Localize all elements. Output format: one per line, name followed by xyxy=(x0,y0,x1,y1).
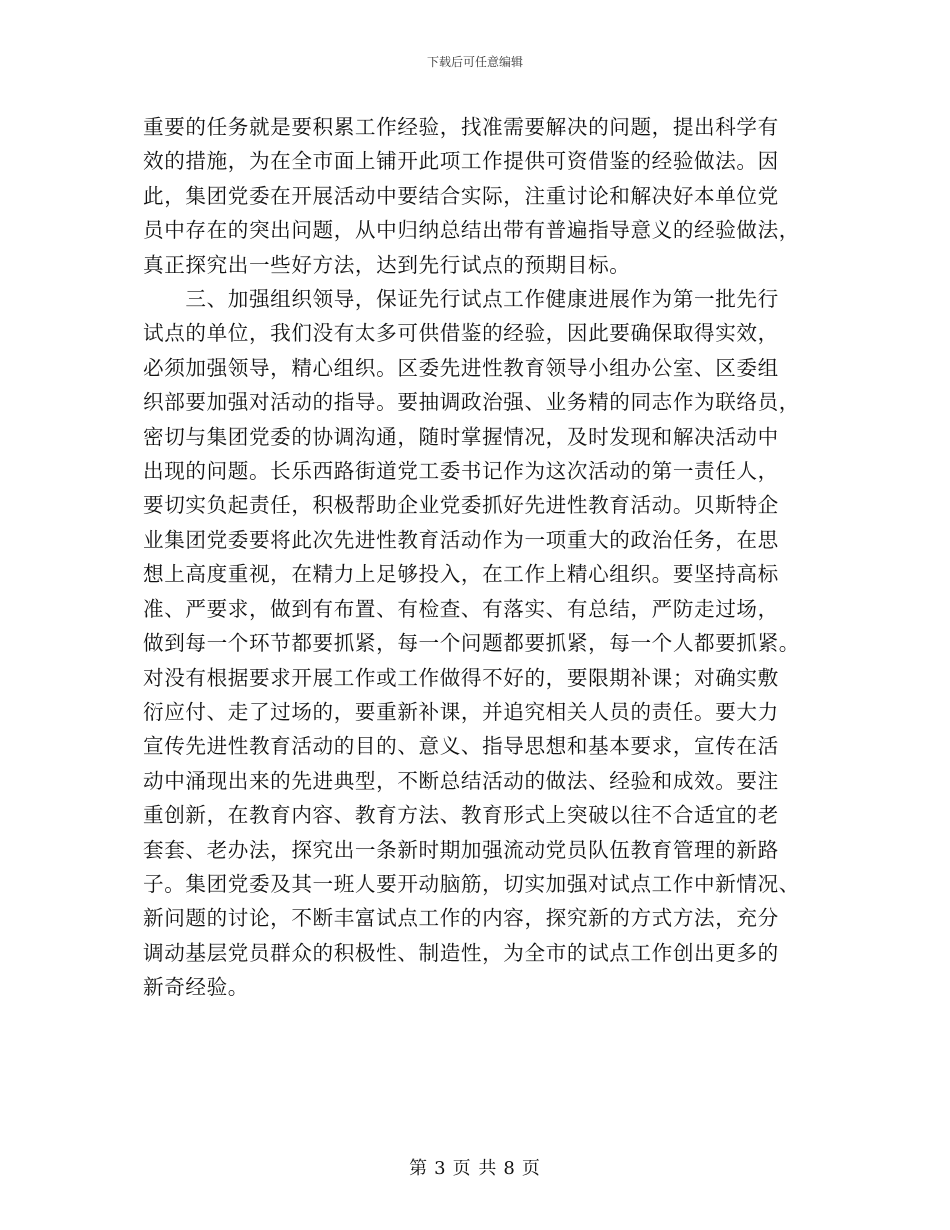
body-line: 新奇经验。 xyxy=(143,975,249,1000)
body-line: 真正探究出一些好方法，达到先行试点的预期目标。 xyxy=(143,252,631,277)
body-line: 新问题的讨论，不断丰富试点工作的内容，探究新的方式方法，充分 xyxy=(143,906,779,931)
body-line: 宣传先进性教育活动的目的、意义、指导思想和基本要求，宣传在活 xyxy=(143,734,779,759)
body-line: 必须加强领导，精心组织。区委先进性教育领导小组办公室、区委组 xyxy=(143,355,779,380)
body-line: 调动基层党员群众的积极性、制造性，为全市的试点工作创出更多的 xyxy=(143,940,779,965)
body-line: 做到每一个环节都要抓紧，每一个问题都要抓紧，每一个人都要抓紧。 xyxy=(143,631,801,656)
body-line: 织部要加强对活动的指导。要抽调政治强、业务精的同志作为联络员， xyxy=(143,390,801,415)
body-line: 动中涌现出来的先进典型，不断总结活动的做法、经验和成效。要注 xyxy=(143,768,779,793)
body-line: 子。集团党委及其一班人要开动脑筋，切实加强对试点工作中新情况、 xyxy=(143,871,801,896)
footer-page-number: 3 xyxy=(434,1158,447,1179)
body-line: 重创新，在教育内容、教育方法、教育形式上突破以往不合适宜的老 xyxy=(143,803,779,828)
body-line: 想上高度重视，在精力上足够投入，在工作上精心组织。要坚持高标 xyxy=(143,562,779,587)
body-line: 员中存在的突出问题，从中归纳总结出带有普遍指导意义的经验做法， xyxy=(143,218,801,243)
footer-middle: 页 共 xyxy=(452,1158,498,1179)
body-line: 准、严要求，做到有布置、有检查、有落实、有总结，严防走过场， xyxy=(143,596,779,621)
body-line: 对没有根据要求开展工作或工作做得不好的，要限期补课；对确实敷 xyxy=(143,665,779,690)
body-line: 衍应付、走了过场的，要重新补课，并追究相关人员的责任。要大力 xyxy=(143,699,779,724)
body-text xyxy=(143,110,811,1005)
body-line: 三、加强组织领导，保证先行试点工作健康进展作为第一批先行 xyxy=(143,287,779,312)
body-line: 业集团党委要将此次先进性教育活动作为一项重大的政治任务，在思 xyxy=(143,527,779,552)
body-line: 试点的单位，我们没有太多可供借鉴的经验，因此要确保取得实效， xyxy=(143,321,779,346)
footer-prefix: 第 xyxy=(409,1158,429,1179)
footer-total-pages: 8 xyxy=(503,1158,516,1179)
page-footer xyxy=(0,1154,950,1180)
body-line: 重要的任务就是要积累工作经验，找准需要解决的问题，提出科学有 xyxy=(143,115,779,139)
body-line: 出现的问题。长乐西路街道党工委书记作为这次活动的第一责任人， xyxy=(143,459,779,484)
body-line: 密切与集团党委的协调沟通，随时掌握情况，及时发现和解决活动中 xyxy=(143,424,779,449)
body-line: 套套、老办法，探究出一条新时期加强流动党员队伍教育管理的新路 xyxy=(143,837,779,862)
footer-suffix: 页 xyxy=(521,1158,541,1179)
body-line: 要切实负起责任，积极帮助企业党委抓好先进性教育活动。贝斯特企 xyxy=(143,493,779,518)
body-line: 此，集团党委在开展活动中要结合实际，注重讨论和解决好本单位党 xyxy=(143,183,779,208)
body-line: 效的措施，为在全市面上铺开此项工作提供可资借鉴的经验做法。因 xyxy=(143,149,779,174)
page-header: 下载后可任意编辑 xyxy=(426,55,523,69)
